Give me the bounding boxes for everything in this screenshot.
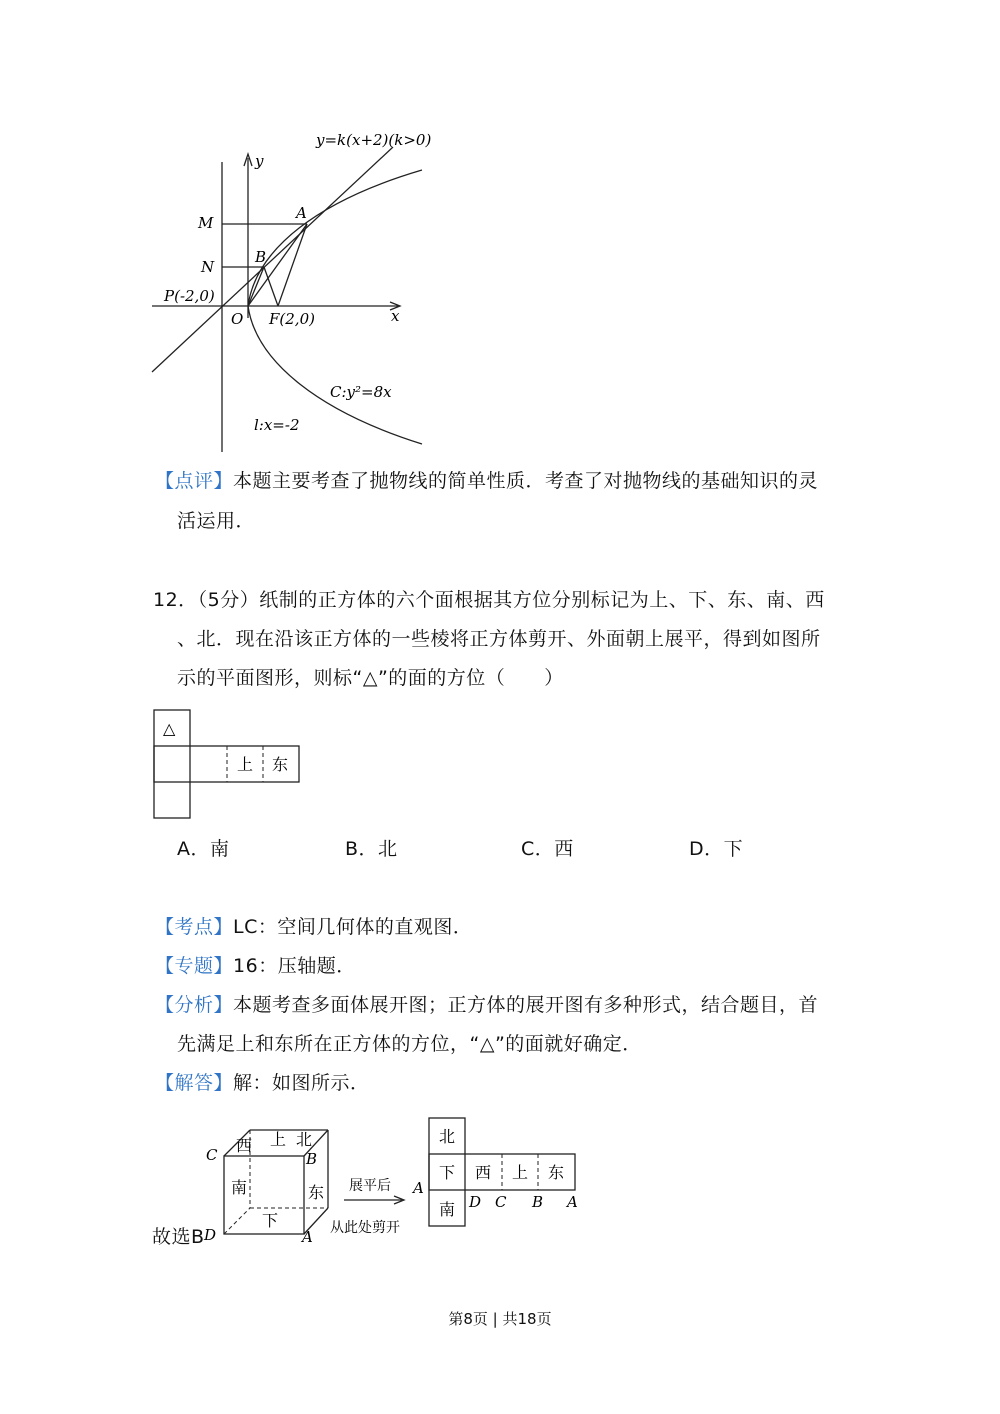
review-tag: 【点评】: [155, 470, 234, 492]
kaodian-text: LC：空间几何体的直观图．: [233, 916, 473, 938]
net-east: 东: [548, 1163, 565, 1182]
parabola-figure: [148, 125, 468, 460]
option-c-letter: C．: [521, 838, 555, 860]
review-text-1: 本题主要考查了抛物线的简单性质．考查了对抛物线的基础知识的灵: [233, 470, 819, 492]
cube-down: 下: [262, 1211, 279, 1230]
cube-north: 北: [296, 1130, 313, 1149]
cube-vertex-b: B: [306, 1150, 318, 1168]
segment-af: [278, 224, 307, 306]
net-vertex-b: B: [532, 1193, 544, 1211]
point-b-label: B: [255, 248, 267, 266]
fenxi-tag: 【分析】: [155, 994, 234, 1016]
net-south: 南: [439, 1200, 456, 1219]
net-north: 北: [439, 1127, 456, 1146]
point-n-label: N: [201, 258, 215, 276]
page-footer: 第8页 | 共18页: [448, 1310, 552, 1328]
question-line-2: 、北．现在沿该正方体的一些棱将正方体剪开、外面朝上展平，得到如图所: [177, 628, 821, 650]
point-a-label: A: [296, 204, 307, 222]
option-c[interactable]: [521, 829, 574, 869]
y-axis-label: y: [255, 152, 264, 170]
option-d[interactable]: [689, 829, 743, 869]
cube-vertex-a: A: [302, 1228, 313, 1246]
option-c-text: 西: [554, 838, 574, 860]
solution-figure: [195, 1110, 590, 1250]
curve-equation-label: C:y²=8x: [330, 383, 392, 401]
cube-south: 南: [231, 1178, 248, 1197]
point-f-label: F(2,0): [269, 310, 315, 328]
question-net-figure: [150, 706, 305, 824]
directrix-label: l:x=-2: [254, 416, 300, 434]
cube-up: 上: [270, 1130, 287, 1149]
arrow-top-label: 展平后: [349, 1178, 391, 1194]
option-b-text: 北: [378, 838, 398, 860]
unfold-arrow: [344, 1196, 404, 1204]
zhuanti-text: 16：压轴题．: [233, 955, 356, 977]
net-west: 西: [475, 1163, 492, 1182]
net-up: 上: [512, 1163, 529, 1182]
jieda-line: [155, 1063, 370, 1103]
x-axis-label: x: [391, 307, 400, 325]
parabola-upper: [248, 170, 422, 306]
cube-east: 东: [308, 1183, 325, 1202]
net-vertex-a-left: A: [413, 1179, 424, 1197]
point-m-label: M: [198, 214, 214, 232]
fenxi-line-1: [155, 985, 855, 1025]
line-equation-label: y=k(x+2)(k>0): [316, 131, 432, 149]
segment-bf: [264, 267, 278, 306]
option-d-letter: D．: [689, 838, 724, 860]
fenxi-text-2: 先满足上和东所在正方体的方位，“△”的面就好确定．: [177, 1033, 642, 1055]
net-triangle-label: △: [163, 719, 176, 738]
fenxi-text-1: 本题考查多面体展开图；正方体的展开图有多种形式，结合题目，首: [233, 994, 819, 1016]
review-line-1: [155, 461, 855, 501]
line-through-p: [152, 147, 393, 372]
net-vertex-a-right: A: [567, 1193, 578, 1211]
conclusion-text: 故选B: [152, 1226, 205, 1248]
option-a[interactable]: [177, 829, 230, 869]
jieda-text: 解：如图所示．: [233, 1072, 370, 1094]
cube-vertex-d: D: [204, 1226, 217, 1244]
arrow-bottom-label: 从此处剪开: [330, 1220, 400, 1236]
point-p-label: P(-2,0): [164, 287, 215, 305]
net-vertex-d: D: [469, 1193, 482, 1211]
kaodian-line: [155, 907, 472, 947]
question-line-3: 示的平面图形，则标“△”的面的方位（ ）: [177, 667, 564, 689]
zhuanti-line: [155, 946, 356, 986]
option-d-text: 下: [723, 838, 744, 860]
question-line-1: 12．（5分）纸制的正方体的六个面根据其方位分别标记为上、下、东、南、西: [153, 589, 825, 611]
option-a-text: 南: [210, 838, 230, 860]
cube-west: 西: [236, 1136, 253, 1155]
kaodian-tag: 【考点】: [155, 916, 234, 938]
option-b[interactable]: [345, 829, 398, 869]
origin-label: O: [231, 310, 244, 328]
net-vertex-c: C: [495, 1193, 507, 1211]
review-text-2: 活运用．: [177, 510, 256, 532]
net-east-label: 东: [272, 755, 289, 774]
zhuanti-tag: 【专题】: [155, 955, 234, 977]
jieda-tag: 【解答】: [155, 1072, 234, 1094]
net-down: 下: [439, 1163, 456, 1182]
cube-vertex-c: C: [206, 1146, 218, 1164]
option-b-letter: B．: [345, 838, 379, 860]
option-a-letter: A．: [177, 838, 210, 860]
net-up-label: 上: [237, 755, 254, 774]
